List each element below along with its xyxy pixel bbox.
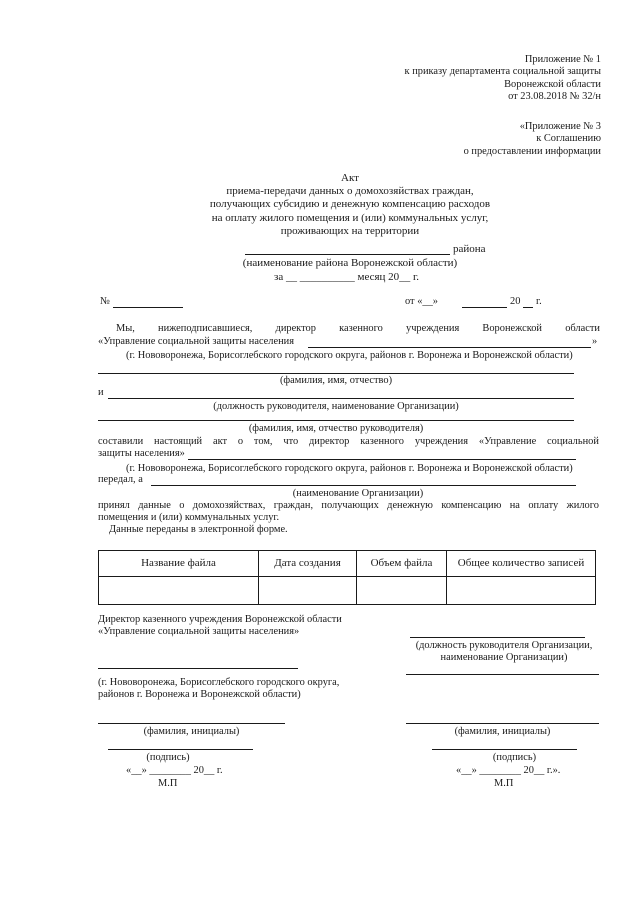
- left-date[interactable]: «__» ________ 20__ г.: [126, 765, 223, 776]
- date-from: [405, 296, 438, 308]
- act-title-line1: приема-передачи данных о домохозяйствах граждан,: [226, 185, 474, 198]
- accepted-word: компенсацию: [441, 500, 502, 511]
- left-sign-caption: (подпись): [146, 752, 190, 763]
- act-title-line3: на оплату жилого помещения и (или) коммунальных услуг,: [211, 211, 489, 224]
- table-header-row: [99, 551, 596, 577]
- composed-line: [98, 436, 599, 448]
- left-sign-blank[interactable]: [108, 749, 253, 750]
- fio-head-caption: (фамилия, имя, отчество руководителя): [248, 423, 424, 434]
- appendix-1-line4: от 23.08.2018 № 32/н: [508, 91, 601, 103]
- composed-word: настоящий: [154, 436, 203, 447]
- right-position-blank[interactable]: [410, 637, 585, 638]
- institution-open: «Управление социальной защиты населения: [98, 336, 294, 347]
- date-year: 20: [510, 296, 521, 307]
- left-caption-line1: (г. Нововоронежа, Борисоглебского городского округа,: [98, 677, 340, 688]
- col-header-file-name: Название файла: [99, 551, 259, 577]
- date-from-label: от «: [405, 296, 423, 307]
- right-sign-caption: (подпись): [492, 752, 537, 763]
- fio-head-blank[interactable]: [98, 420, 574, 421]
- accepted-word: жилого: [566, 500, 599, 511]
- we-word: нижеподписавшиеся,: [158, 323, 253, 334]
- date-year-blank[interactable]: [523, 307, 533, 308]
- table-cell-created-date[interactable]: [259, 577, 357, 605]
- district-caption: (наименование района Воронежской области): [242, 257, 458, 269]
- we-line: [116, 323, 600, 335]
- composed-word: казенного: [360, 436, 404, 447]
- and-label: и: [98, 387, 104, 398]
- date-month-blank[interactable]: [462, 307, 507, 308]
- city-caption-2: (г. Нововоронежа, Борисоглебского городского округа, районов г. Воронежа и Воронежской области): [126, 463, 573, 474]
- date-day-blank[interactable]: __: [422, 296, 433, 307]
- col-header-created-date: Дата создания: [259, 551, 357, 577]
- appendix-3-line2: к Соглашению: [536, 133, 601, 145]
- right-fio-caption: (фамилия, инициалы): [454, 726, 551, 737]
- accepted-line: [98, 500, 599, 512]
- director-block: [98, 614, 342, 639]
- accepted-line-2: помещения и (или) коммунальных услуг.: [98, 512, 280, 523]
- composed-word: том,: [253, 436, 273, 447]
- table-cell-file-name[interactable]: [99, 577, 259, 605]
- protection-line: защиты населения»: [98, 448, 185, 459]
- number-blank[interactable]: [113, 307, 183, 308]
- appendix-1-header: [281, 54, 601, 104]
- district-suffix: района: [453, 243, 486, 255]
- right-caption-line2: наименование Организации): [440, 652, 568, 664]
- we-word: учреждения: [406, 323, 460, 334]
- left-stamp: М.П: [158, 778, 178, 789]
- period-line: [274, 271, 419, 284]
- left-fio-caption: (фамилия, инициалы): [143, 726, 240, 737]
- right-date[interactable]: «__» ________ 20__ г.».: [456, 765, 561, 776]
- position-caption: (должность руководителя, наименование Организации): [213, 401, 459, 412]
- left-city-blank[interactable]: [98, 668, 298, 669]
- period-year-blank[interactable]: __: [399, 271, 411, 283]
- act-title-line2: получающих субсидию и денежную компенсацию расходов: [209, 198, 491, 211]
- date-suffix: г.: [536, 296, 542, 307]
- right-stamp: М.П: [494, 778, 514, 789]
- composed-word: о: [237, 436, 244, 447]
- accepted-word: граждан,: [273, 500, 314, 511]
- composed-word: акт: [212, 436, 228, 447]
- left-city-caption: [98, 677, 339, 702]
- table-row: [99, 577, 596, 605]
- city-caption-1: (г. Нововоронежа, Борисоглебского городского округа, районов г. Воронежа и Воронежской области): [126, 350, 573, 361]
- right-org-blank[interactable]: [406, 674, 599, 675]
- protection-blank[interactable]: [188, 459, 576, 460]
- accepted-word: домохозяйствах,: [192, 500, 266, 511]
- accepted-word: о: [179, 500, 185, 511]
- period-month: месяц 20: [357, 271, 400, 283]
- period-prefix: за: [274, 271, 284, 283]
- files-table: [98, 550, 596, 605]
- institution-blank[interactable]: [308, 347, 591, 348]
- right-caption-line1: (должность руководителя Организации,: [415, 640, 593, 651]
- number-label: №: [100, 296, 110, 307]
- appendix-1-line1: Приложение № 1: [524, 54, 601, 65]
- right-fio-blank[interactable]: [406, 723, 599, 724]
- appendix-1-line3: Воронежской области: [504, 78, 601, 90]
- appendix-3-line1: «Приложение № 3: [519, 121, 601, 132]
- act-title: [150, 172, 550, 238]
- transferred-blank[interactable]: [151, 485, 576, 486]
- district-blank[interactable]: [245, 254, 450, 255]
- right-sign-blank[interactable]: [432, 749, 577, 750]
- composed-word: что: [283, 436, 299, 447]
- left-caption-line2: районов г. Воронежа и Воронежской области): [98, 689, 301, 701]
- period-suffix: г.: [412, 271, 419, 283]
- transferred-label: передал, а: [98, 474, 143, 485]
- col-header-file-size: Объем файла: [357, 551, 447, 577]
- table-cell-record-count[interactable]: [447, 577, 596, 605]
- we-word: Воронежской: [482, 323, 542, 334]
- act-heading: Акт: [341, 172, 359, 184]
- fio-caption: (фамилия, имя, отчество): [279, 375, 393, 386]
- accepted-word: принял: [98, 500, 130, 511]
- appendix-3-header: [281, 121, 601, 158]
- left-fio-blank[interactable]: [98, 723, 285, 724]
- accepted-word: на: [509, 500, 520, 511]
- position-blank[interactable]: [108, 398, 574, 399]
- composed-word: социальной: [547, 436, 599, 447]
- composed-word: учреждения: [414, 436, 469, 447]
- col-header-record-count: Общее количество записей: [447, 551, 596, 577]
- composed-word: «Управление: [478, 436, 537, 447]
- appendix-1-line2: к приказу департамента социальной защиты: [404, 66, 601, 78]
- composed-word: директор: [309, 436, 350, 447]
- period-blank[interactable]: __ __________: [285, 271, 355, 283]
- fio-blank[interactable]: [98, 373, 574, 374]
- we-word: области: [565, 323, 600, 334]
- appendix-3-line3: о предоставлении информации: [463, 145, 601, 157]
- accepted-word: оплату: [528, 500, 559, 511]
- electronic-form: Данные переданы в электронной форме.: [109, 524, 288, 535]
- org-caption: (наименование Организации): [292, 488, 424, 499]
- accepted-word: денежную: [387, 500, 433, 511]
- director-line2: «Управление социальной защиты населения»: [98, 626, 300, 638]
- right-position-caption: [404, 640, 604, 665]
- accepted-word: данные: [138, 500, 171, 511]
- we-word: казенного: [339, 323, 383, 334]
- date-close-quote: »: [432, 296, 438, 307]
- accepted-word: получающих: [321, 500, 379, 511]
- institution-close: »: [592, 336, 598, 347]
- we-word: Мы,: [116, 323, 135, 334]
- we-word: директор: [275, 323, 316, 334]
- composed-word: составили: [98, 436, 144, 447]
- director-line1: Директор казенного учреждения Воронежской области: [98, 614, 342, 625]
- act-title-line4: проживающих на территории: [280, 224, 420, 237]
- table-cell-file-size[interactable]: [357, 577, 447, 605]
